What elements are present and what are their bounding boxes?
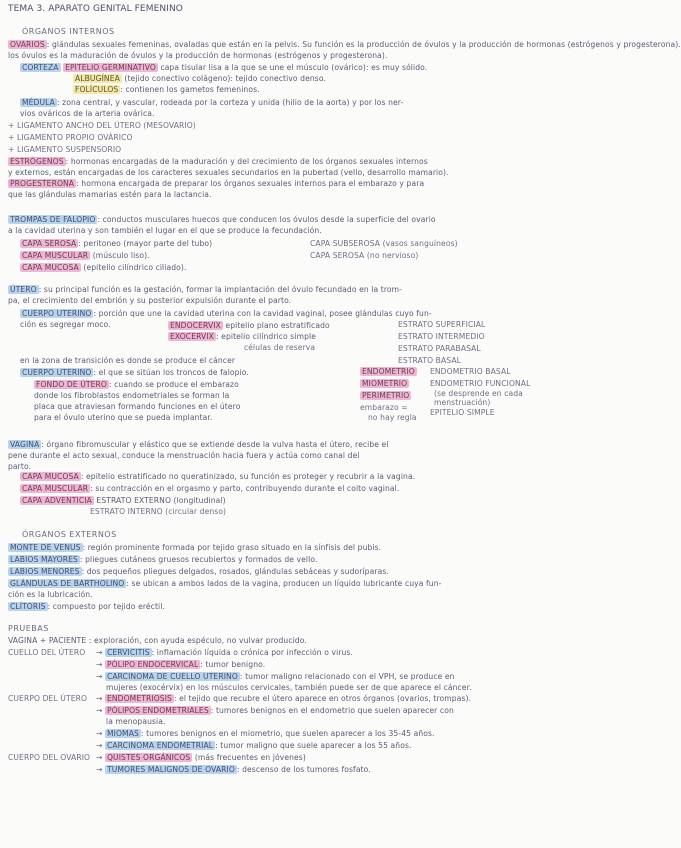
capa-serosa-text: : peritoneo (mayor parte del tubo) (78, 239, 213, 248)
estrato-intermedio: ESTRATO INTERMEDIO (398, 332, 485, 341)
cuerpo-uterino-text: : porción que une la cavidad uterina con la cavidad vaginal, posee glándulas cuyo fun- (93, 309, 432, 318)
estrogenos-text: : hormonas encargadas de la maduración y del crecimiento de los órganos sexuales internos (65, 157, 428, 166)
corteza-label: CORTEZA (22, 63, 59, 72)
regla-note: embarazo = (360, 403, 408, 412)
b1-line: → ENDOMETRIOSIS : el tejido que recubre el útero aparece en otros órganos (ovarios, trompas). (96, 694, 472, 703)
albuginea-label: ALBUGÍNEA (75, 74, 120, 83)
endocervix-line (168, 321, 330, 331)
fondo-line4: para el óvulo uterino que se pueda implantar. (34, 413, 213, 422)
exocervix-line (168, 332, 316, 342)
ligamento-1: + LIGAMENTO ANCHO DEL ÚTERO (MESOVARIO) (8, 121, 196, 130)
cuello-label: CUELLO DEL ÚTERO (8, 648, 86, 657)
progesterona-label: PROGESTERONA (10, 179, 75, 188)
monte-line (8, 543, 381, 553)
cuerpo-uterino-line (20, 309, 432, 319)
c2-line: → PÓLIPO ENDOCERVICAL : tumor benigno. (96, 660, 266, 669)
c3-line: → CARCINOMA DE CUELLO UTERINO : tumor maligno relacionado con el VPH, se produce en (96, 672, 455, 681)
c1-label: CERVICITIS (106, 648, 150, 657)
b1-text: : el tejido que recubre el útero aparece en otros órganos (ovarios, trompas). (173, 694, 472, 703)
o1-label: QUISTES ORGÁNICOS (106, 753, 191, 762)
foliculos-label: FOLÍCULOS (75, 85, 119, 94)
trompas-line2: a la cavidad uterina y son también el lugar en el que se produce la fecundación. (8, 226, 322, 235)
fondo-label: FONDO DE ÚTERO (36, 380, 107, 389)
estrato-superficial: ESTRATO SUPERFICIAL (398, 320, 486, 329)
cuerpo-utero-label: CUERPO DEL ÚTERO (8, 694, 88, 703)
monte-text: : región prominente formada por tejido graso situado en la sínfisis del pubis. (82, 543, 382, 552)
vagina-label: VAGINA (10, 440, 40, 449)
c3-label: CARCINOMA DE CUELLO UTERINO (106, 672, 238, 681)
endometrio-func-sub1: (se desprende en cada (434, 389, 523, 398)
b4-line: → CARCINOMA ENDOMETRIAL : tumor maligno que suele aparecer a los 55 años. (96, 741, 412, 750)
capa-muscular-label: CAPA MUSCULAR (22, 251, 89, 260)
o1-text: (más frecuentes en jóvenes) (194, 753, 306, 762)
o2-text: : descenso de los tumores fosfato. (236, 765, 371, 774)
endometrio-func-sub3: EPITELIO SIMPLE (430, 408, 495, 417)
trompas-line (8, 215, 436, 225)
foliculos-text: : contienen los gametos femeninos. (120, 85, 260, 94)
medula-text: : zona central, y vascular, rodeada por la corteza y unida (hilio de la aorta) y por los ner- (56, 98, 404, 107)
c1-line: → CERVICITIS : inflamación líquida o crónica por infección o virus. (96, 648, 353, 657)
monte-label: MONTE DE VENUS (10, 543, 81, 552)
cuerpo2-label: CUERPO UTERINO (22, 368, 92, 377)
trompas-text: : conductos musculares huecos que conducen los óvulos desde la superficie del ovario (97, 215, 436, 224)
b3-line: → MIOMAS : tumores benignos en el miometrio, que suelen aparecer a los 35-45 años. (96, 729, 435, 738)
fondo-line2: donde los fibroblastos endometriales se forman la (34, 391, 230, 400)
capa-mucosa-text: (epitelio cilíndrico ciliado). (83, 263, 187, 272)
corteza-line (20, 63, 427, 73)
ligamento-2: + LIGAMENTO PROPIO OVÁRICO (8, 133, 133, 142)
transicion-line: en la zona de transición es donde se produce el cáncer (20, 356, 236, 365)
mayores-label: LABIOS MAYORES (10, 555, 78, 564)
fondo-line (34, 380, 239, 390)
regla-note-2: no hay regla (368, 413, 417, 422)
utero-line (8, 285, 402, 295)
v-mucosa-text: : epitelio estratificado no queratinizado, su función es proteger y recubrir a la vagina. (80, 472, 416, 481)
cuerpo2-line (20, 368, 249, 378)
ovarios-line (8, 40, 681, 50)
ovario-label: CUERPO DEL OVARIO (8, 753, 91, 762)
section-heading-externos: ÓRGANOS EXTERNOS (22, 530, 117, 539)
fondo-text: : cuando se produce el embarazo (108, 380, 239, 389)
v-adv-2: ESTRATO INTERNO (circular denso) (90, 507, 227, 516)
fondo-line3: placa que atraviesan formando funciones en el útero (34, 402, 241, 411)
clitoris-text: : compuesto por tejido eréctil. (47, 602, 165, 611)
capa-serosa-label: CAPA SEROSA (22, 239, 77, 248)
vagina-line2: pene durante el acto sexual, conduce la menstruación hacia fuera y actúa como canal del (8, 451, 360, 460)
corteza-epitelio-text: capa tisular lisa a la que se une el músculo (ovárico): es muy sólido. (160, 63, 428, 72)
progesterona-line (8, 179, 424, 189)
c3-line2: mujeres (exocérvix) en los músculos cervicales, también puede ser de que aparece el cáncer. (106, 683, 472, 692)
capa-muscular-text: (músculo liso). (92, 251, 150, 260)
cuerpo-uterino-line2: ción es segregar moco. (20, 320, 111, 329)
cuerpo2-text: : el que se sitúan los troncos de falopio. (93, 368, 249, 377)
o1-line: → QUISTES ORGÁNICOS (más frecuentes en jóvenes) (96, 753, 306, 762)
endometrio-func-sub2: menstruación) (434, 398, 491, 407)
menores-text: : dos pequeños pliegues delgados, rosados, glándulas sebáceas y sudoríparas. (81, 567, 389, 576)
capa-serosa-line (20, 239, 212, 249)
b2-line2: la menopausia. (106, 717, 166, 726)
medula-label: MÉDULA (22, 98, 55, 107)
medula-line2: vios ováricos de la arteria ovárica. (20, 109, 155, 118)
o2-label: TUMORES MALIGNOS DE OVARIO (106, 765, 235, 774)
b2-label: PÓLIPOS ENDOMETRIALES (106, 706, 209, 715)
menores-label: LABIOS MENORES (10, 567, 80, 576)
capa-muscular-line (20, 251, 150, 261)
estrogenos-line (8, 157, 428, 167)
b3-text: : tumores benignos en el miometrio, que suelen aparecer a los 35-45 años. (140, 729, 435, 738)
bartholin-line (8, 579, 441, 589)
ovarios-label: OVARIOS (10, 40, 45, 49)
exocervix-label: EXOCERVIX (170, 332, 214, 341)
vagina-line3: parto. (8, 462, 32, 471)
page-title: TEMA 3. APARATO GENITAL FEMENINO (8, 4, 183, 14)
medula-line (20, 98, 403, 108)
mayores-line (8, 555, 317, 565)
capa-serosa-sub: CAPA SEROSA (no nervioso) (310, 251, 419, 260)
endometrio-basal: ENDOMETRIO BASAL (430, 367, 511, 376)
c3-text: : tumor maligno relacionado con el VPH, se produce en (239, 672, 455, 681)
corteza-epitelio: EPITELIO GERMINATIVO (65, 63, 156, 72)
ovarios-text: : glándulas sexuales femeninas, ovaladas que están en la pelvis. Su función es la producción de óvulos y la producción de hormonas (estrógenos y progesterona). (46, 40, 681, 49)
exocervix-sub: células de reserva (244, 343, 316, 352)
mayores-text: : pliegues cutáneos gruesos recubiertos y formados de vello. (79, 555, 318, 564)
v-adventicia-label: CAPA ADVENTICIA (22, 496, 92, 505)
endometrio-funcional: ENDOMETRIO FUNCIONAL (430, 379, 531, 388)
b4-text: : tumor maligno que suele aparecer a los 55 años. (215, 741, 412, 750)
estrogenos-label: ESTRÓGENOS (10, 157, 64, 166)
estrato-basal: ESTRATO BASAL (398, 356, 461, 365)
foliculos-line (73, 85, 260, 95)
bartholin-label: GLÁNDULAS DE BARTHOLINO (10, 579, 125, 588)
utero-label: ÚTERO (10, 285, 37, 294)
bartholin-line2: ción es la lubricación. (8, 590, 93, 599)
clitoris-label: CLÍTORIS (10, 602, 46, 611)
endocervix-label: ENDOCERVIX (170, 321, 221, 330)
v-adventicia-line (20, 496, 226, 506)
cuerpo-uterino-label: CUERPO UTERINO (22, 309, 92, 318)
progesterona-text: : hormona encargada de preparar los órganos sexuales internos para el embarazo y para (76, 179, 425, 188)
perimetrio-label: PERIMETRIO (362, 391, 410, 400)
v-adv-1: ESTRATO EXTERNO (longitudinal) (96, 496, 226, 505)
b1-label: ENDOMETRIOSIS (106, 694, 172, 703)
v-mucosa-line (20, 472, 415, 482)
capa-mucosa-line (20, 263, 186, 273)
section-heading-internos: ÓRGANOS INTERNOS (22, 27, 115, 36)
v-muscular-label: CAPA MUSCULAR (22, 484, 89, 493)
pruebas-line1: VAGINA + PACIENTE : exploración, con ayuda espéculo, no vulvar producido. (8, 636, 307, 645)
o2-line: → TUMORES MALIGNOS DE OVARIO : descenso de los tumores fosfato. (96, 765, 371, 774)
v-muscular-text: : su contracción en el orgasmo y parto, contribuyendo durante el coito vaginal. (90, 484, 400, 493)
miometrio-label: MIOMETRIO (362, 379, 408, 388)
albuginea-text: (tejido conectivo colágeno): tejido conectivo denso. (124, 74, 326, 83)
ovarios-line2: los óvulos es la maduración de óvulos y la producción de hormonas (estrógenos y progesterona). (8, 51, 388, 60)
v-muscular-line (20, 484, 399, 494)
b2-line: → PÓLIPOS ENDOMETRIALES : tumores benignos en el endometrio que suelen aparecer con (96, 706, 454, 715)
endocervix-text: epitelio plano estratificado (225, 321, 330, 330)
estrato-parabasal: ESTRATO PARABASAL (398, 344, 481, 353)
menores-line (8, 567, 389, 577)
exocervix-text: : epitelio cilíndrico simple (216, 332, 316, 341)
capa-mucosa-label: CAPA MUCOSA (22, 263, 79, 272)
section-heading-pruebas: PRUEBAS (8, 624, 49, 633)
albuginea-line (73, 74, 326, 84)
c2-text: : tumor benigno. (200, 660, 266, 669)
estrogenos-line2: y externos, están encargadas de los caracteres sexuales secundarios en la pubertad (vello, desarrollo mamario). (8, 168, 449, 177)
c2-label: PÓLIPO ENDOCERVICAL (106, 660, 199, 669)
c1-text: : inflamación líquida o crónica por infección o virus. (151, 648, 353, 657)
utero-line2: pa, el crecimiento del embrión y su posterior expulsión durante el parto. (8, 296, 292, 305)
capa-subserosa: CAPA SUBSEROSA (vasos sanguíneos) (310, 239, 458, 248)
v-mucosa-label: CAPA MUCOSA (22, 472, 79, 481)
ligamento-3: + LIGAMENTO SUSPENSORIO (8, 145, 122, 154)
progesterona-line2: que las glándulas mamarias estén para la lactancia. (8, 190, 212, 199)
utero-text: : su principal función es la gestación, formar la implantación del óvulo fecundado en la trom- (38, 285, 402, 294)
trompas-label: TROMPAS DE FALOPIO (10, 215, 96, 224)
b2-text: : tumores benignos en el endometrio que suelen aparecer con (210, 706, 454, 715)
endometrio-label: ENDOMETRIO (362, 367, 415, 376)
bartholin-text: : se ubican a ambos lados de la vagina, producen un líquido lubricante cuya fun- (126, 579, 442, 588)
vagina-text: : órgano fibromuscular y elástico que se extiende desde la vulva hasta el útero, recibe el (41, 440, 389, 449)
b4-label: CARCINOMA ENDOMETRIAL (106, 741, 214, 750)
clitoris-line (8, 602, 165, 612)
b3-label: MIOMAS (106, 729, 139, 738)
vagina-line (8, 440, 389, 450)
